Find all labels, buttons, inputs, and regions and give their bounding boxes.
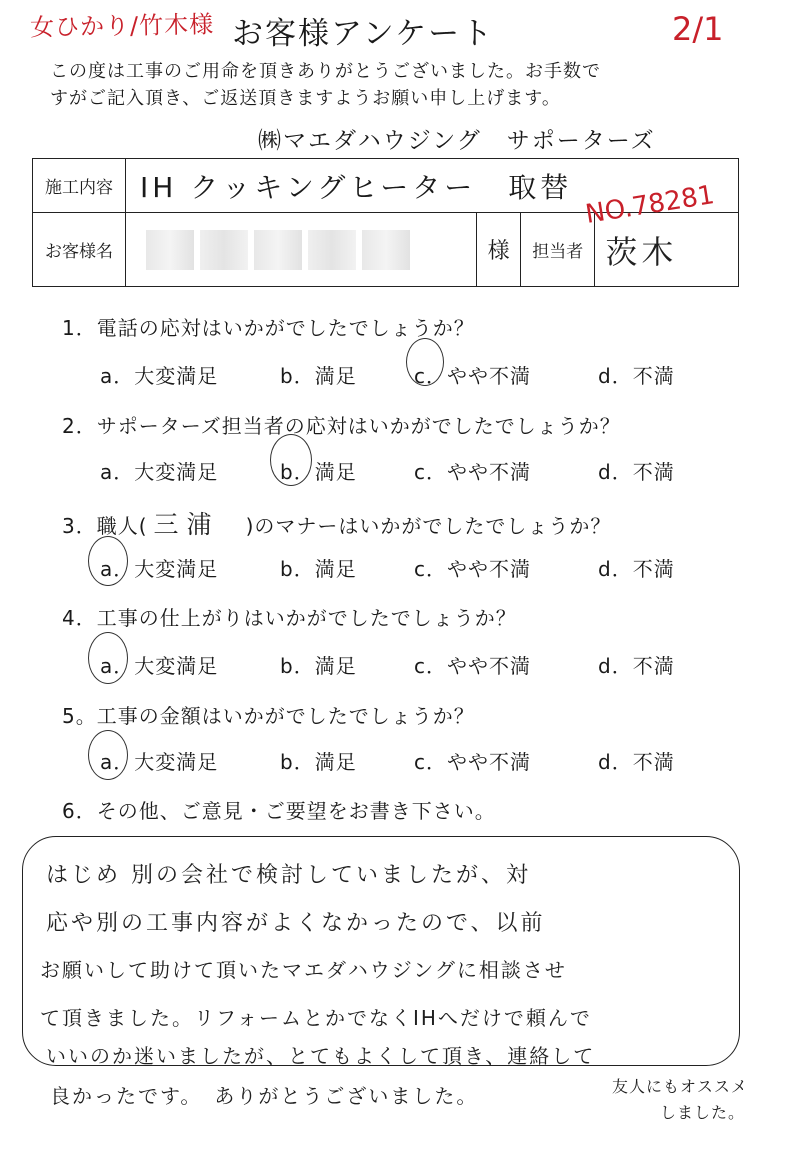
question-6 [62,795,496,824]
question-number: 2． [62,414,97,438]
selected-circle-1 [406,338,444,386]
selected-circle-5 [88,730,128,780]
question-number: 5。 [62,704,97,728]
question-number: 3． [62,514,97,538]
customer-name-redacted [126,213,477,287]
work-number: NO.78281 [583,180,717,230]
option-1c: c．やや不満 [414,364,531,388]
selected-circle-4 [88,632,128,684]
red-handwritten-annotation: 女ひかり/竹木様 [29,10,215,42]
comment-line: 友人にもオススメ [612,1077,748,1096]
selected-circle-3 [88,536,128,586]
option-1b: b．満足 [280,364,357,388]
company-name: ㈱マエダハウジング サポーターズ [258,128,656,154]
question-number: 1． [62,316,97,340]
question-3 [62,505,611,541]
intro-text: この度は工事のご用命を頂きありがとうございました。お手数で すがご記入頂き、ご返送頂きますようお願い申し上げます。 [50,61,601,109]
option-3d: d．不満 [598,557,675,581]
selected-circle-2 [270,434,312,486]
comment-line: 良かったです。 ありがとうございました。 [50,1084,479,1108]
staff-label: 担当者 [521,213,595,287]
question-number: 4． [62,606,97,630]
comment-line: しました。 [660,1103,746,1122]
option-4b: b．満足 [280,654,357,678]
question-text: 工事の仕上がりはいかがでしたでしょうか？ [96,606,517,630]
craftsman-name: 三浦 [153,510,220,539]
comment-line: て頂きました。リフォームとかでなくIHへだけで頼んで [40,1006,592,1030]
question-text: その他、ご意見・ご要望をお書き下さい。 [96,799,496,823]
question-4 [62,602,517,631]
option-2a: a．大変満足 [100,460,219,484]
customer-suffix: 様 [477,213,521,287]
option-4d: d．不満 [598,654,675,678]
question-number: 6． [62,799,97,823]
option-1d: d．不満 [598,364,675,388]
comment-line: はじめ 別の会社で検討していましたが、対 [46,863,531,888]
question-1 [62,312,475,341]
comment-line: いいのか迷いましたが、とてもよくして頂き、連絡して [46,1044,596,1068]
question-text: 工事の金額はいかがでしたでしょうか？ [96,704,475,728]
comment-line: お願いして助けて頂いたマエダハウジングに相談させ [40,958,567,982]
option-1a: a．大変満足 [100,364,219,388]
option-5c: c．やや不満 [414,750,531,774]
option-3b: b．満足 [280,557,357,581]
comment-line: 応や別の工事内容がよくなかったので、以前 [46,911,546,936]
option-3c: c．やや不満 [414,557,531,581]
question-text: 職人( [96,514,148,538]
option-4a: a．大変満足 [100,654,219,678]
question-2 [62,410,621,439]
option-2c: c．やや不満 [414,460,531,484]
question-text-2: )のマナーはいかがでしたでしょうか？ [245,514,612,538]
option-4c: c．やや不満 [414,654,531,678]
question-text: 電話の応対はいかがでしたでしょうか？ [96,316,475,340]
page-title: お客様アンケート [232,16,495,52]
option-5d: d．不満 [598,750,675,774]
work-label: 施工内容 [33,159,126,213]
option-3a: a．大変満足 [100,557,219,581]
red-date: 2/1 [672,10,724,48]
option-2d: d．不満 [598,460,675,484]
option-2b: b．満足 [280,460,357,484]
option-5a: a．大変満足 [100,750,219,774]
staff-value: 茨木 [595,213,739,287]
question-text: サポーターズ担当者の応対はいかがでしたでしょうか？ [96,414,621,438]
customer-label: お客様名 [33,213,126,287]
work-value: IH クッキングヒーター 取替 [126,159,739,213]
question-5 [62,700,475,729]
option-5b: b．満足 [280,750,357,774]
